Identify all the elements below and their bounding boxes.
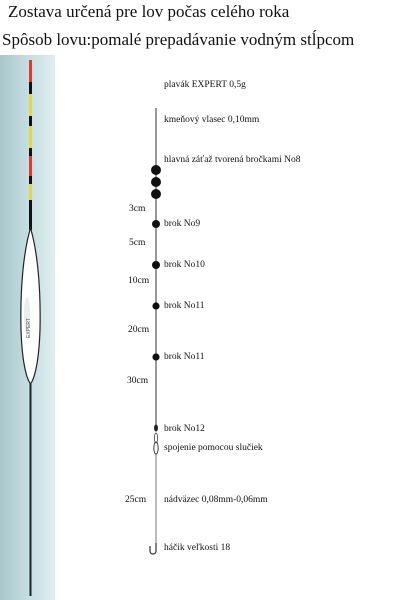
label-main-line: kmeňový vlasec 0,10mm [164, 115, 260, 125]
heading-line-1: Zostava určená pre lov počas celého roka [8, 2, 290, 21]
hook-icon [150, 543, 156, 554]
label-shot-no12: brok No12 [164, 424, 205, 434]
label-main-weight: hlavná záťaž tvorená bročkami No8 [164, 155, 301, 165]
main-weight-shot [151, 189, 161, 199]
label-shot-no9: brok No9 [164, 219, 201, 229]
shot-no11-a [152, 302, 159, 309]
label-loop-join: spojenie pomocou slučiek [164, 443, 263, 453]
distance-label: 10cm [128, 276, 150, 286]
label-hooklength: nádväzec 0,08mm-0,06mm [164, 495, 268, 505]
distance-label: 30cm [127, 376, 149, 386]
label-shot-no11-b: brok No11 [164, 352, 205, 362]
label-shot-no11-a: brok No11 [164, 301, 205, 311]
distance-label: 25cm [125, 495, 147, 505]
label-shot-no10: brok No10 [164, 260, 205, 270]
shot-no11-b [152, 353, 159, 360]
label-float: plavák EXPERT 0,5g [164, 80, 246, 90]
loop-join [154, 442, 158, 454]
shot-no9 [152, 220, 160, 228]
shot-no12 [154, 425, 158, 432]
float-brand-text: EXPERT [26, 318, 32, 338]
label-hook: háčik veľkosti 18 [164, 543, 231, 553]
heading-line-2: Spôsob lovu:pomalé prepadávanie vodným stĺpcom [2, 30, 355, 49]
distance-label: 5cm [129, 238, 146, 248]
main-weight-shot [151, 177, 161, 187]
shot-no10 [152, 261, 160, 269]
main-weight-shot [151, 165, 161, 175]
distance-label: 20cm [128, 325, 150, 335]
distance-label: 3cm [129, 204, 146, 214]
